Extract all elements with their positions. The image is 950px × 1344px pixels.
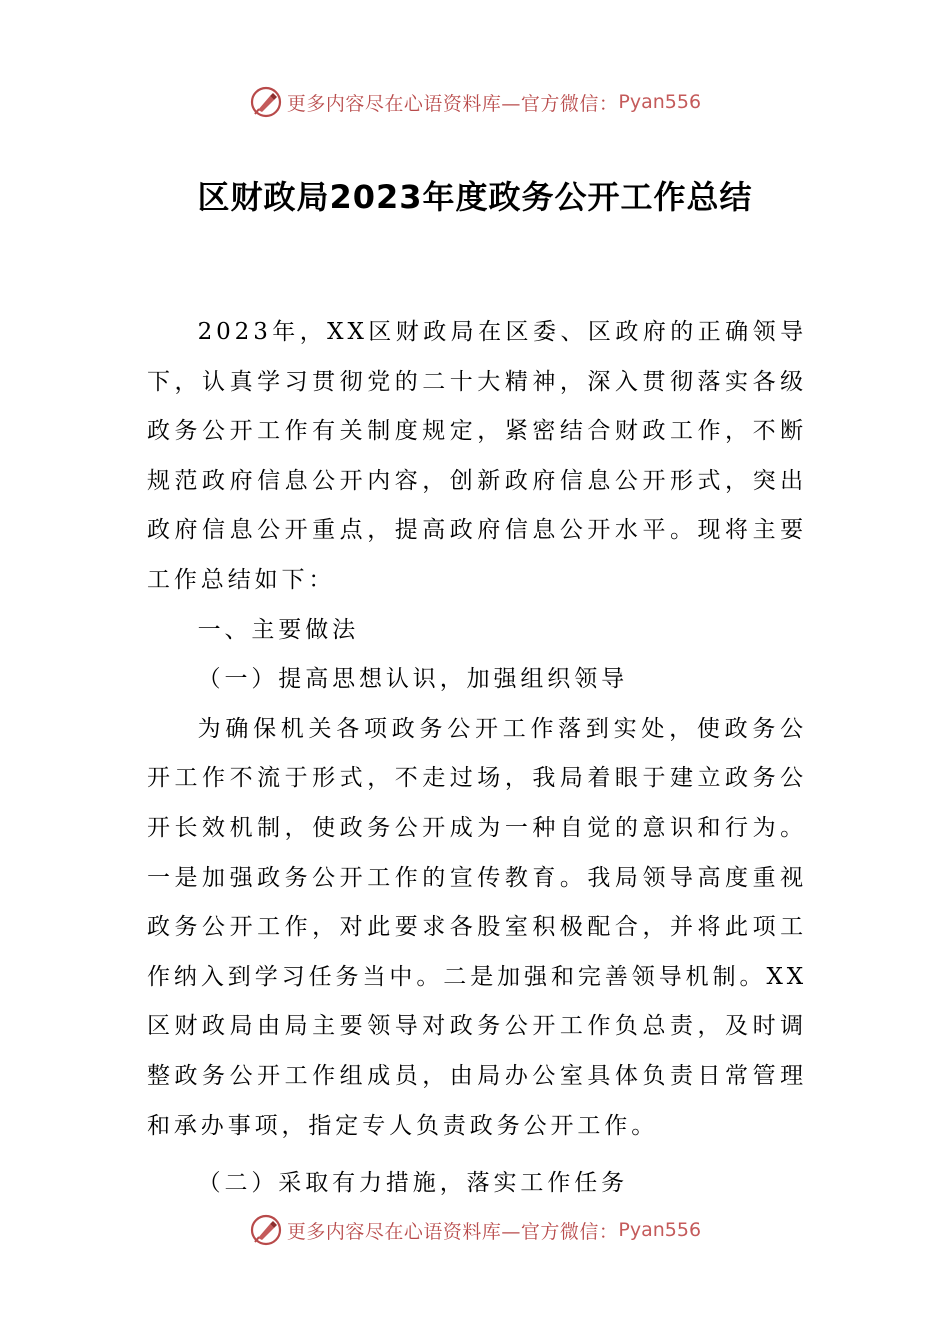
footer-watermark [0,1210,950,1250]
pen-nib-logo-icon [249,1213,283,1247]
watermark-text: 更多内容尽在心语资料库—官方微信： [286,92,619,115]
section-heading-main-practices: 一、主要做法 [197,616,359,643]
pen-nib-logo-icon [249,85,283,119]
paragraph-intro: 2023年，XX区财政局在区委、区政府的正确领导下，认真学习贯彻党的二十大精神，深入贯彻落实各级政务公开工作有关制度规定，紧密结合财政工作，不断规范政府信息公开内容，创新政府信息公开形式，突出政府信息公开重点，提高政府信息公开水平。现将主要工作总结如下： [147,319,807,593]
subsection-heading-1: （一）提高思想认识，加强组织领导 [197,666,628,693]
paragraph-body-1: 为确保机关各项政务公开工作落到实处，使政务公开工作不流于形式，不走过场，我局着眼于建立政务公开长效机制，使政务公开成为一种自觉的意识和行为。一是加强政务公开工作的宣传教育。我局领导高度重视政务公开工作，对此要求各股室积极配合，并将此项工作纳入到学习任务当中。二是加强和完善领导机制。XX区财政局由局主要领导对政务公开工作负总责，及时调整政务公开工作组成员，由局办公室具体负责日常管理和承办事项，指定专人负责政务公开工作。 [147,715,807,1139]
watermark-wechat-id: Pyan556 [618,1219,702,1241]
header-watermark [0,82,950,122]
document-title: 区财政局2023年度政务公开工作总结 [197,178,753,216]
watermark-wechat-id: Pyan556 [618,91,702,113]
subsection-heading-2: （二）采取有力措施，落实工作任务 [197,1170,628,1197]
document-body [147,308,807,1209]
watermark-text: 更多内容尽在心语资料库—官方微信： [286,1220,619,1243]
